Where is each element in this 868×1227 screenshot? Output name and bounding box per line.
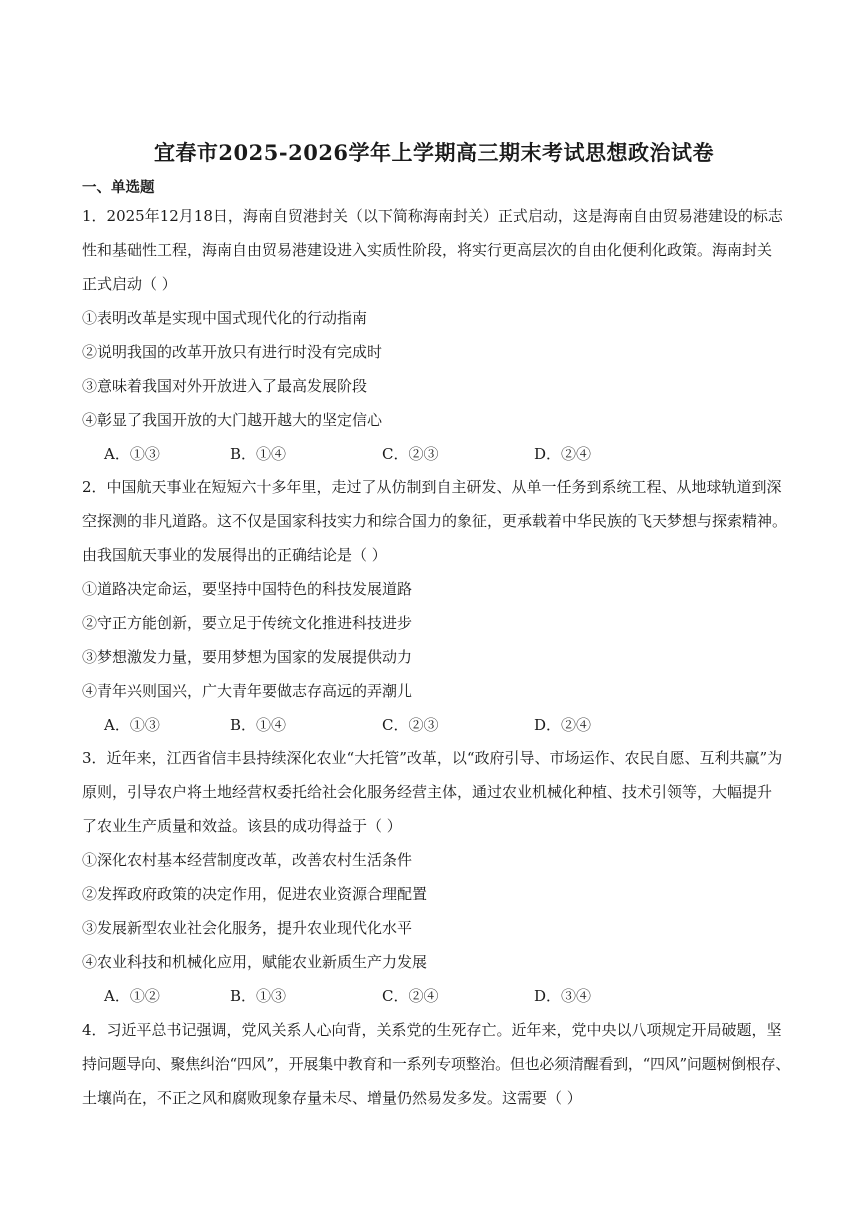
question-stem-line: 4．习近平总书记强调，党风关系人心向背，关系党的生死存亡。近年来，党中央以八项规定开局破题，坚 <box>82 1021 782 1039</box>
section-heading-single-choice: 一、单选题 <box>82 179 155 196</box>
answer-choices <box>82 708 802 742</box>
choice-d[interactable]: D．③④ <box>534 987 592 1005</box>
statement-1: ①表明改革是实现中国式现代化的行动指南 <box>82 309 368 327</box>
question-stem-line: 3．近年来，江西省信丰县持续深化农业“大托管”改革，以“政府引导、市场运作、农民自愿、互利共赢”为 <box>82 749 783 767</box>
question-3 <box>82 741 802 1013</box>
statement-2: ②发挥政府政策的决定作用，促进农业资源合理配置 <box>82 885 428 903</box>
question-stem-line: 性和基础性工程，海南自由贸易港建设进入实质性阶段，将实行更高层次的自由化便利化政策。海南封关 <box>82 241 773 259</box>
choice-c[interactable]: C．②④ <box>382 987 439 1005</box>
statement-2: ②说明我国的改革开放只有进行时没有完成时 <box>82 343 383 361</box>
question-2 <box>82 470 802 742</box>
choice-d[interactable]: D．②④ <box>534 716 592 734</box>
question-stem-line: 空探测的非凡道路。这不仅是国家科技实力和综合国力的象征，更承载着中华民族的飞天梦想与探索精神。 <box>82 512 788 530</box>
answer-choices <box>82 979 802 1013</box>
question-stem-line: 土壤尚在，不正之风和腐败现象存量未尽、增量仍然易发多发。这需要（ ） <box>82 1089 582 1107</box>
choice-b[interactable]: B．①④ <box>230 445 287 463</box>
statement-3: ③梦想激发力量，要用梦想为国家的发展提供动力 <box>82 648 413 666</box>
question-stem-line: 正式启动（ ） <box>82 275 177 293</box>
statement-3: ③发展新型农业社会化服务，提升农业现代化水平 <box>82 919 413 937</box>
choice-a[interactable]: A．①② <box>104 987 160 1005</box>
choice-a[interactable]: A．①③ <box>104 445 160 463</box>
question-4 <box>82 1013 802 1115</box>
answer-choices <box>82 437 802 471</box>
choice-d[interactable]: D．②④ <box>534 445 592 463</box>
question-stem-line: 1．2025年12月18日，海南自贸港封关（以下简称海南封关）正式启动，这是海南自由贸易港建设的标志 <box>82 207 783 225</box>
question-1 <box>82 199 802 471</box>
statement-1: ①深化农村基本经营制度改革，改善农村生活条件 <box>82 851 413 869</box>
choice-b[interactable]: B．①③ <box>230 987 287 1005</box>
statement-4: ④彰显了我国开放的大门越开越大的坚定信心 <box>82 411 383 429</box>
exam-title: 宜春市2025-2026学年上学期高三期末考试思想政治试卷 <box>153 140 715 165</box>
statement-3: ③意味着我国对外开放进入了最高发展阶段 <box>82 377 368 395</box>
question-stem-line: 了农业生产质量和效益。该县的成功得益于（ ） <box>82 817 402 835</box>
question-stem-line: 2．中国航天事业在短短六十多年里，走过了从仿制到自主研发、从单一任务到系统工程、从地球轨道到深 <box>82 478 782 496</box>
question-stem-line: 原则，引导农户将土地经营权委托给社会化服务经营主体，通过农业机械化种植、技术引领等，大幅提升 <box>82 783 773 801</box>
choice-b[interactable]: B．①④ <box>230 716 287 734</box>
statement-4: ④农业科技和机械化应用，赋能农业新质生产力发展 <box>82 953 428 971</box>
question-stem-line: 持问题导向、聚焦纠治“四风”，开展集中教育和一系列专项整治。但也必须清醒看到，“四风”问题树倒根存、 <box>82 1055 791 1073</box>
choice-c[interactable]: C．②③ <box>382 716 439 734</box>
statement-4: ④青年兴则国兴，广大青年要做志存高远的弄潮儿 <box>82 682 413 700</box>
question-stem-line: 由我国航天事业的发展得出的正确结论是（ ） <box>82 546 387 564</box>
statement-1: ①道路决定命运，要坚持中国特色的科技发展道路 <box>82 580 413 598</box>
choice-a[interactable]: A．①③ <box>104 716 160 734</box>
choice-c[interactable]: C．②③ <box>382 445 439 463</box>
statement-2: ②守正方能创新，要立足于传统文化推进科技进步 <box>82 614 413 632</box>
